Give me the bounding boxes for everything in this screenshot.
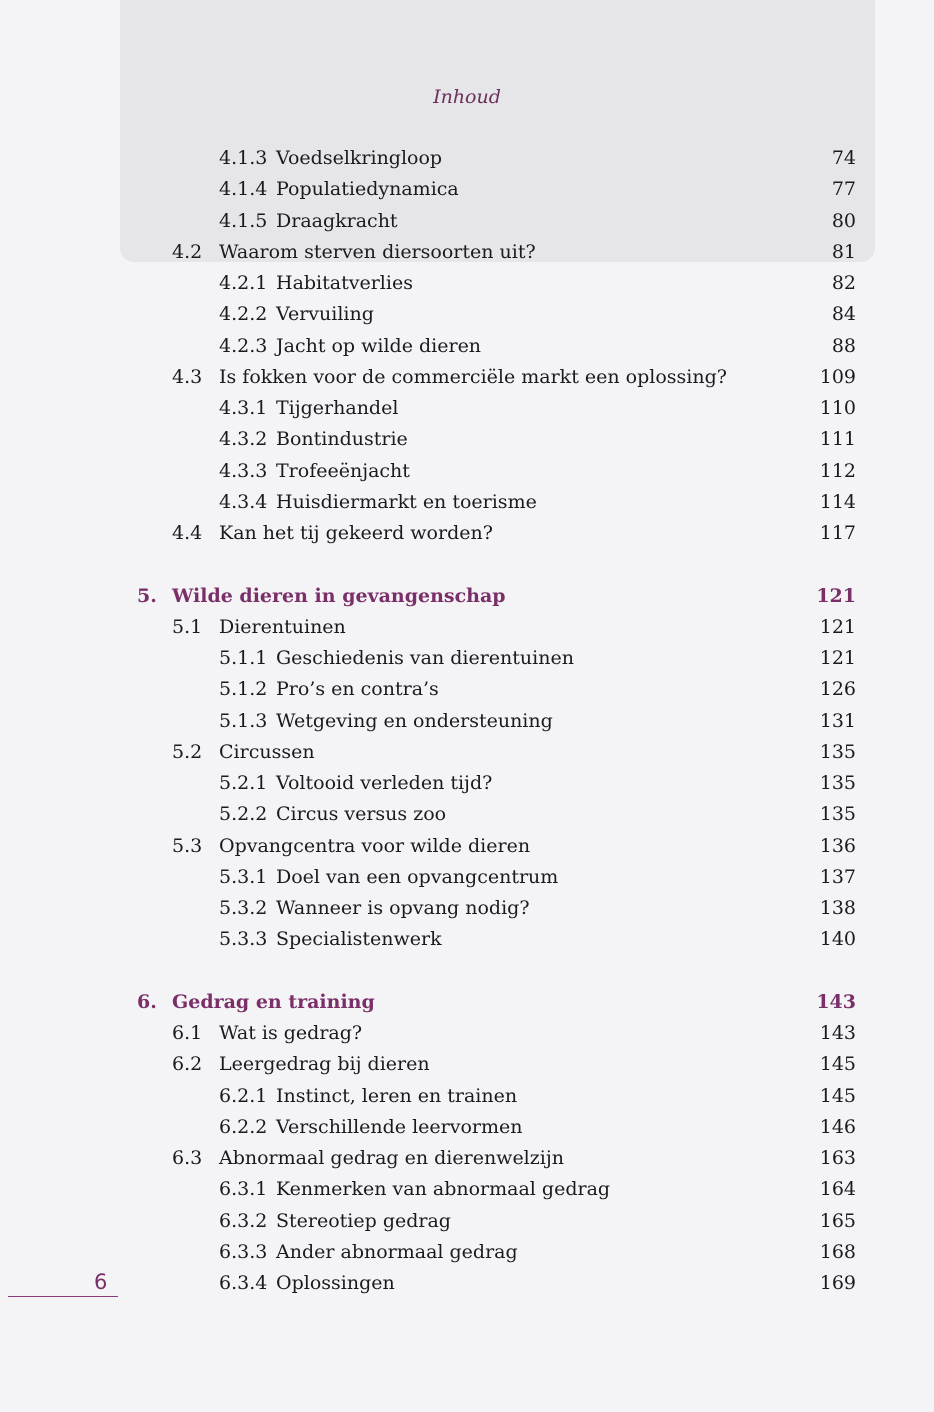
- toc-entry-page: 137: [819, 865, 856, 888]
- toc-entry-number: 4.3: [172, 365, 203, 388]
- toc-entry-title: Gedrag en training: [172, 990, 375, 1013]
- toc-subsection: [0, 1268, 934, 1299]
- toc-entry-page: 121: [819, 615, 856, 638]
- toc-entry-page: 168: [819, 1240, 856, 1263]
- toc-subsection: [0, 862, 934, 893]
- toc-entry-title: Populatiedynamica: [276, 178, 459, 201]
- toc-entry-title: Instinct, leren en trainen: [276, 1084, 518, 1107]
- toc-entry-page: 114: [819, 490, 856, 513]
- toc-section: [0, 831, 934, 862]
- toc-subsection: [0, 299, 934, 330]
- toc-entry-number: 6.1: [172, 1022, 203, 1044]
- toc-entry-number: 4.1.3: [219, 147, 268, 169]
- toc-entry-number: 4.3.3: [219, 459, 268, 482]
- toc-entry-page: 109: [819, 365, 856, 388]
- toc-entry-number: 4.1.5: [219, 209, 268, 232]
- toc-entry-page: 146: [819, 1115, 856, 1138]
- toc-entry-title: Wetgeving en ondersteuning: [276, 709, 553, 732]
- toc-entry-page: 81: [831, 240, 856, 263]
- toc-entry-number: 5.2: [172, 740, 203, 763]
- toc-entry-title: Leergedrag bij dieren: [219, 1053, 430, 1076]
- toc-subsection: [0, 331, 934, 362]
- toc-entry-page: 136: [819, 834, 856, 857]
- toc-entry-page: 121: [816, 584, 856, 607]
- toc-entry-number: 6.2.1: [219, 1084, 268, 1107]
- toc-entry-page: 110: [819, 397, 856, 419]
- toc-entry-page: 138: [819, 897, 856, 919]
- toc-entry-number: 4.3.1: [219, 397, 268, 419]
- toc-entry-title: Abnormaal gedrag en dierenwelzijn: [219, 1147, 564, 1169]
- toc-subsection: [0, 174, 934, 205]
- toc-entry-number: 6.2: [172, 1053, 203, 1076]
- toc-entry-page: 121: [819, 647, 856, 669]
- toc-section: [0, 1018, 934, 1049]
- toc-entry-number: 5.1.3: [219, 709, 268, 732]
- toc-subsection: [0, 1081, 934, 1112]
- toc-entry-number: 4.2.3: [219, 334, 268, 357]
- toc-entry-title: Voltooid verleden tijd?: [276, 772, 493, 794]
- toc-entry-number: 6.3: [172, 1147, 203, 1169]
- toc-subsection: [0, 393, 934, 424]
- toc-entry-number: 4.2.1: [219, 272, 268, 294]
- toc-entry-number: 6.3.3: [219, 1240, 268, 1263]
- toc-subsection: [0, 893, 934, 924]
- toc-entry-number: 6.2.2: [219, 1115, 268, 1138]
- toc-entry-page: 84: [831, 303, 856, 326]
- toc-subsection: [0, 206, 934, 237]
- toc-subsection: [0, 424, 934, 455]
- toc-entry-page: 126: [819, 678, 856, 701]
- toc-entry-page: 135: [819, 803, 856, 826]
- toc-entry-page: 169: [819, 1272, 856, 1294]
- toc-entry-title: Vervuiling: [276, 303, 374, 326]
- toc-subsection: [0, 768, 934, 799]
- toc-entry-title: Bontindustrie: [276, 428, 408, 451]
- toc-entry-title: Stereotiep gedrag: [276, 1209, 451, 1232]
- toc-entry-page: 88: [831, 334, 856, 357]
- toc-entry-title: Voedselkringloop: [276, 147, 443, 169]
- toc-subsection: [0, 487, 934, 518]
- toc-entry-title: Opvangcentra voor wilde dieren: [219, 834, 531, 857]
- toc-entry-page: 143: [819, 1022, 856, 1044]
- toc-entry-number: 4.3.4: [219, 490, 268, 513]
- toc-entry-number: 5.1.1: [219, 647, 268, 669]
- toc-entry-page: 80: [831, 209, 856, 232]
- toc-section: [0, 612, 934, 643]
- toc-chapter: [0, 987, 934, 1018]
- toc-section: [0, 362, 934, 393]
- toc-entry-number: 4.2: [172, 240, 203, 263]
- toc-subsection: [0, 643, 934, 674]
- toc-subsection: [0, 799, 934, 830]
- toc-entry-number: 4.2.2: [219, 303, 268, 326]
- toc-subsection: [0, 924, 934, 955]
- toc-entry-title: Kan het tij gekeerd worden?: [219, 522, 493, 544]
- toc-entry-number: 5.1.2: [219, 678, 268, 701]
- toc-subsection: [0, 1174, 934, 1205]
- toc-entry-title: Specialistenwerk: [276, 928, 442, 951]
- toc-subsection: [0, 143, 934, 174]
- toc-entry-number: 5.3.3: [219, 928, 268, 951]
- toc-entry-title: Ander abnormaal gedrag: [276, 1240, 518, 1263]
- toc-entry-page: 112: [819, 459, 856, 482]
- toc-section: [0, 1049, 934, 1080]
- toc-entry-page: 77: [831, 178, 856, 201]
- toc-entry-title: Jacht op wilde dieren: [276, 334, 482, 357]
- toc-entry-title: Geschiedenis van dierentuinen: [276, 647, 574, 669]
- toc-entry-title: Doel van een opvangcentrum: [276, 865, 559, 888]
- toc-entry-title: Draagkracht: [276, 209, 398, 232]
- toc-entry-page: 140: [819, 928, 856, 951]
- page-header: Inhoud: [433, 86, 501, 108]
- toc-subsection: [0, 1112, 934, 1143]
- toc-entry-page: 131: [819, 709, 856, 732]
- toc-subsection: [0, 268, 934, 299]
- toc-entry-title: Kenmerken van abnormaal gedrag: [276, 1178, 611, 1201]
- toc-entry-number: 5.2.2: [219, 803, 268, 826]
- folio-rule: [8, 1296, 118, 1297]
- toc-entry-number: 6.3.1: [219, 1178, 268, 1201]
- toc-section: [0, 1143, 934, 1174]
- toc-entry-title: Wanneer is opvang nodig?: [276, 897, 530, 919]
- toc-entry-page: 74: [831, 147, 856, 169]
- toc-entry-title: Circussen: [219, 740, 315, 763]
- toc-entry-number: 4.1.4: [219, 178, 268, 201]
- toc-subsection: [0, 1237, 934, 1268]
- toc-entry-page: 163: [819, 1147, 856, 1169]
- toc-entry-title: Is fokken voor de commerciële markt een oplossing?: [219, 365, 727, 388]
- toc-entry-title: Oplossingen: [276, 1272, 395, 1294]
- toc-subsection: [0, 674, 934, 705]
- toc-entry-page: 164: [819, 1178, 856, 1201]
- toc-entry-page: 145: [819, 1084, 856, 1107]
- toc-entry-page: 165: [819, 1209, 856, 1232]
- toc-entry-page: 135: [819, 772, 856, 794]
- toc-entry-number: 6.3.2: [219, 1209, 268, 1232]
- toc-entry-title: Trofeeënjacht: [276, 459, 410, 482]
- toc-entry-number: 5.: [137, 584, 157, 607]
- toc-entry-number: 6.: [137, 990, 157, 1013]
- toc-entry-number: 6.3.4: [219, 1272, 268, 1294]
- toc-entry-number: 5.1: [172, 615, 203, 638]
- toc-entry-title: Tijgerhandel: [276, 397, 399, 419]
- toc-entry-page: 143: [816, 990, 856, 1013]
- toc-entry-page: 82: [831, 272, 856, 294]
- toc-entry-number: 4.4: [172, 522, 203, 544]
- toc-entry-page: 135: [819, 740, 856, 763]
- toc-entry-title: Wilde dieren in gevangenschap: [172, 584, 506, 607]
- toc-entry-number: 5.3.1: [219, 865, 268, 888]
- toc-subsection: [0, 1206, 934, 1237]
- toc-entry-title: Pro’s en contra’s: [276, 678, 439, 701]
- toc-entry-number: 5.2.1: [219, 772, 268, 794]
- toc-entry-page: 111: [819, 428, 856, 451]
- toc-entry-title: Dierentuinen: [219, 615, 346, 638]
- toc-entry-page: 117: [819, 522, 856, 544]
- toc-section: [0, 237, 934, 268]
- toc-entry-title: Habitatverlies: [276, 272, 413, 294]
- toc-entry-title: Circus versus zoo: [276, 803, 447, 826]
- toc-entry-title: Verschillende leervormen: [276, 1115, 523, 1138]
- toc-entry-title: Wat is gedrag?: [219, 1022, 363, 1044]
- toc-section: [0, 518, 934, 549]
- page-number: 6: [94, 1270, 108, 1294]
- toc-subsection: [0, 456, 934, 487]
- toc-chapter: [0, 581, 934, 612]
- toc-section: [0, 737, 934, 768]
- toc-entry-number: 5.3: [172, 834, 203, 857]
- toc-entry-number: 4.3.2: [219, 428, 268, 451]
- toc-entry-number: 5.3.2: [219, 897, 268, 919]
- toc-entry-page: 145: [819, 1053, 856, 1076]
- toc-subsection: [0, 706, 934, 737]
- toc-entry-title: Huisdiermarkt en toerisme: [276, 490, 537, 513]
- toc-entry-title: Waarom sterven diersoorten uit?: [219, 240, 536, 263]
